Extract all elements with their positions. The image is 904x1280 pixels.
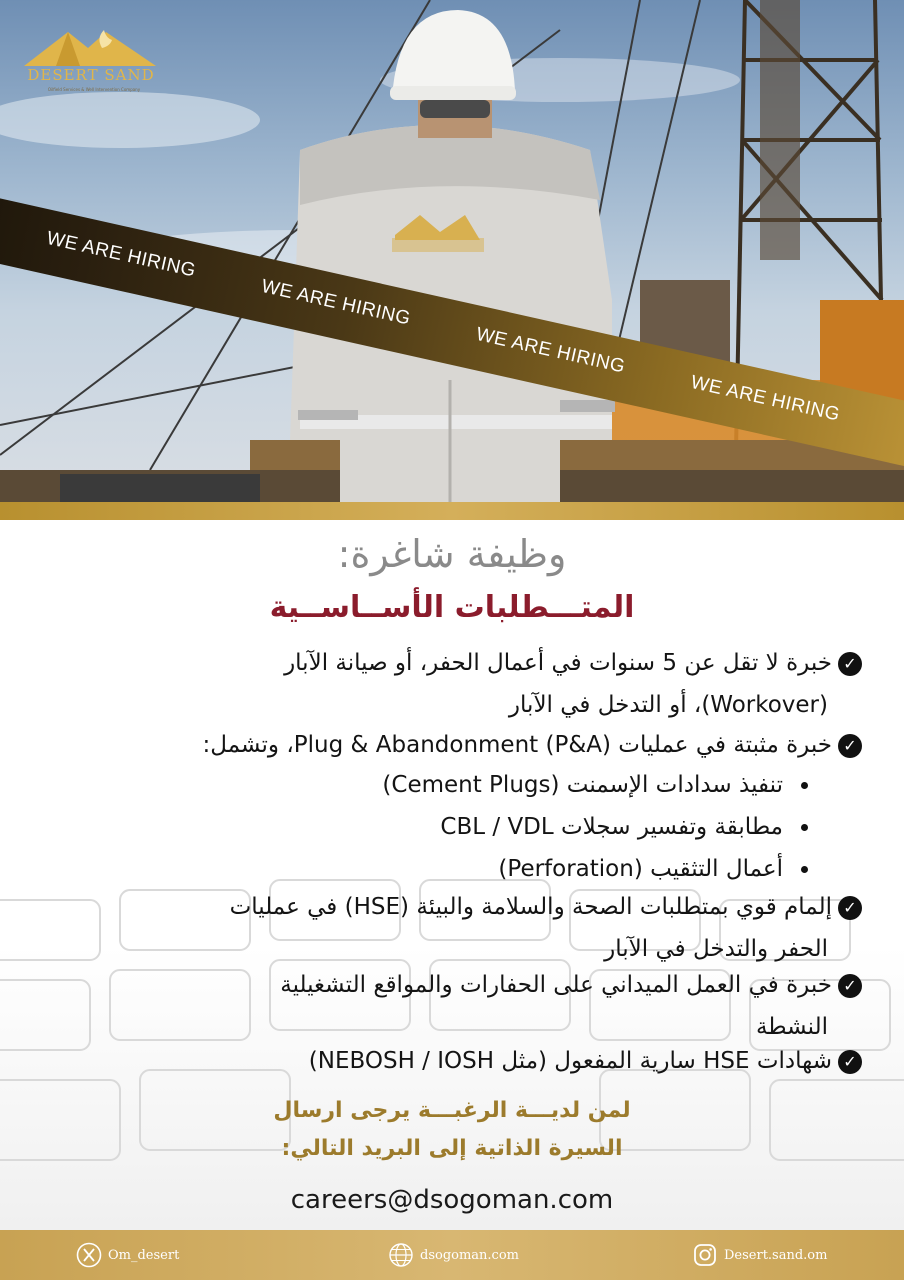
bullet-icon bbox=[801, 782, 808, 789]
requirement-text: خبرة لا تقل عن 5 سنوات في أعمال الحفر، أو صيانة الآبار bbox=[284, 650, 832, 676]
instagram-handle: Desert.sand.om bbox=[724, 1247, 828, 1263]
requirement-continuation: الحفر والتدخل في الآبار bbox=[604, 936, 828, 962]
sub-requirement-text: مطابقة وتفسير سجلات CBL / VDL bbox=[440, 814, 783, 840]
requirement-text: إلمام قوي بمتطلبات الصحة والسلامة والبيئة (HSE) في عمليات bbox=[229, 894, 832, 920]
requirement-item bbox=[284, 650, 862, 676]
ribbon-text: WE ARE HIRING bbox=[688, 371, 842, 426]
check-circle-icon: ✓ bbox=[838, 1050, 862, 1074]
ribbon-text: WE ARE HIRING bbox=[259, 275, 413, 330]
brand-tagline: Oilfield Services & Well Intervention Company bbox=[47, 87, 141, 92]
check-circle-icon: ✓ bbox=[838, 734, 862, 758]
requirement-text: شهادات HSE سارية المفعول (مثل NEBOSH / IOSH) bbox=[308, 1048, 832, 1074]
apply-instruction-line2: السيرة الذاتية إلى البريد التالي: bbox=[281, 1136, 623, 1161]
requirement-item bbox=[203, 732, 862, 758]
sub-requirement bbox=[382, 772, 808, 798]
check-circle-icon: ✓ bbox=[838, 974, 862, 998]
mountain-logo-icon bbox=[16, 26, 166, 68]
bullet-icon bbox=[801, 866, 808, 873]
requirements-heading: المتـــطلبات الأســاســية bbox=[269, 590, 635, 625]
requirement-continuation: (Workover)، أو التدخل في الآبار bbox=[508, 692, 828, 718]
requirement-text: خبرة في العمل الميداني على الحفارات والمواقع التشغيلية bbox=[280, 972, 832, 998]
website-text: dsogoman.com bbox=[420, 1247, 519, 1263]
job-details bbox=[0, 520, 904, 1230]
gold-divider bbox=[0, 502, 904, 520]
brand-name: DESERT SAND bbox=[27, 66, 155, 84]
x-logo-icon bbox=[76, 1242, 102, 1268]
x-handle: Om_desert bbox=[108, 1247, 180, 1263]
sub-requirement-text: تنفيذ سدادات الإسمنت (Cement Plugs) bbox=[382, 772, 783, 798]
website-link[interactable] bbox=[388, 1241, 519, 1269]
requirement-text: خبرة مثبتة في عمليات Plug & Abandonment (P&A)، وتشمل: bbox=[202, 732, 832, 758]
check-circle-icon: ✓ bbox=[838, 652, 862, 676]
ribbon-text: WE ARE HIRING bbox=[44, 227, 198, 282]
x-social-link[interactable] bbox=[76, 1241, 179, 1269]
desert-sand-logo bbox=[16, 26, 166, 98]
vacancy-title: وظيفة شاغرة: bbox=[337, 532, 567, 576]
apply-instruction-line1: لمن لديـــة الرغبـــة يرجى ارسال bbox=[273, 1098, 631, 1123]
sub-requirement-text: أعمال التثقيب (Perforation) bbox=[498, 856, 783, 882]
careers-email-link[interactable]: careers@dsogoman.com bbox=[290, 1185, 614, 1215]
requirement-item bbox=[280, 972, 862, 998]
check-circle-icon: ✓ bbox=[838, 896, 862, 920]
footer bbox=[0, 1230, 904, 1280]
sub-requirement bbox=[440, 814, 808, 840]
bullet-icon bbox=[801, 824, 808, 831]
globe-icon bbox=[388, 1242, 414, 1268]
sub-requirement bbox=[498, 856, 808, 882]
requirement-item bbox=[230, 894, 862, 920]
instagram-link[interactable] bbox=[692, 1241, 827, 1269]
instagram-icon bbox=[692, 1242, 718, 1268]
requirement-continuation: النشطة bbox=[755, 1014, 828, 1040]
requirement-item bbox=[309, 1048, 862, 1074]
ribbon-text: WE ARE HIRING bbox=[474, 323, 628, 378]
hero-banner bbox=[0, 0, 904, 502]
